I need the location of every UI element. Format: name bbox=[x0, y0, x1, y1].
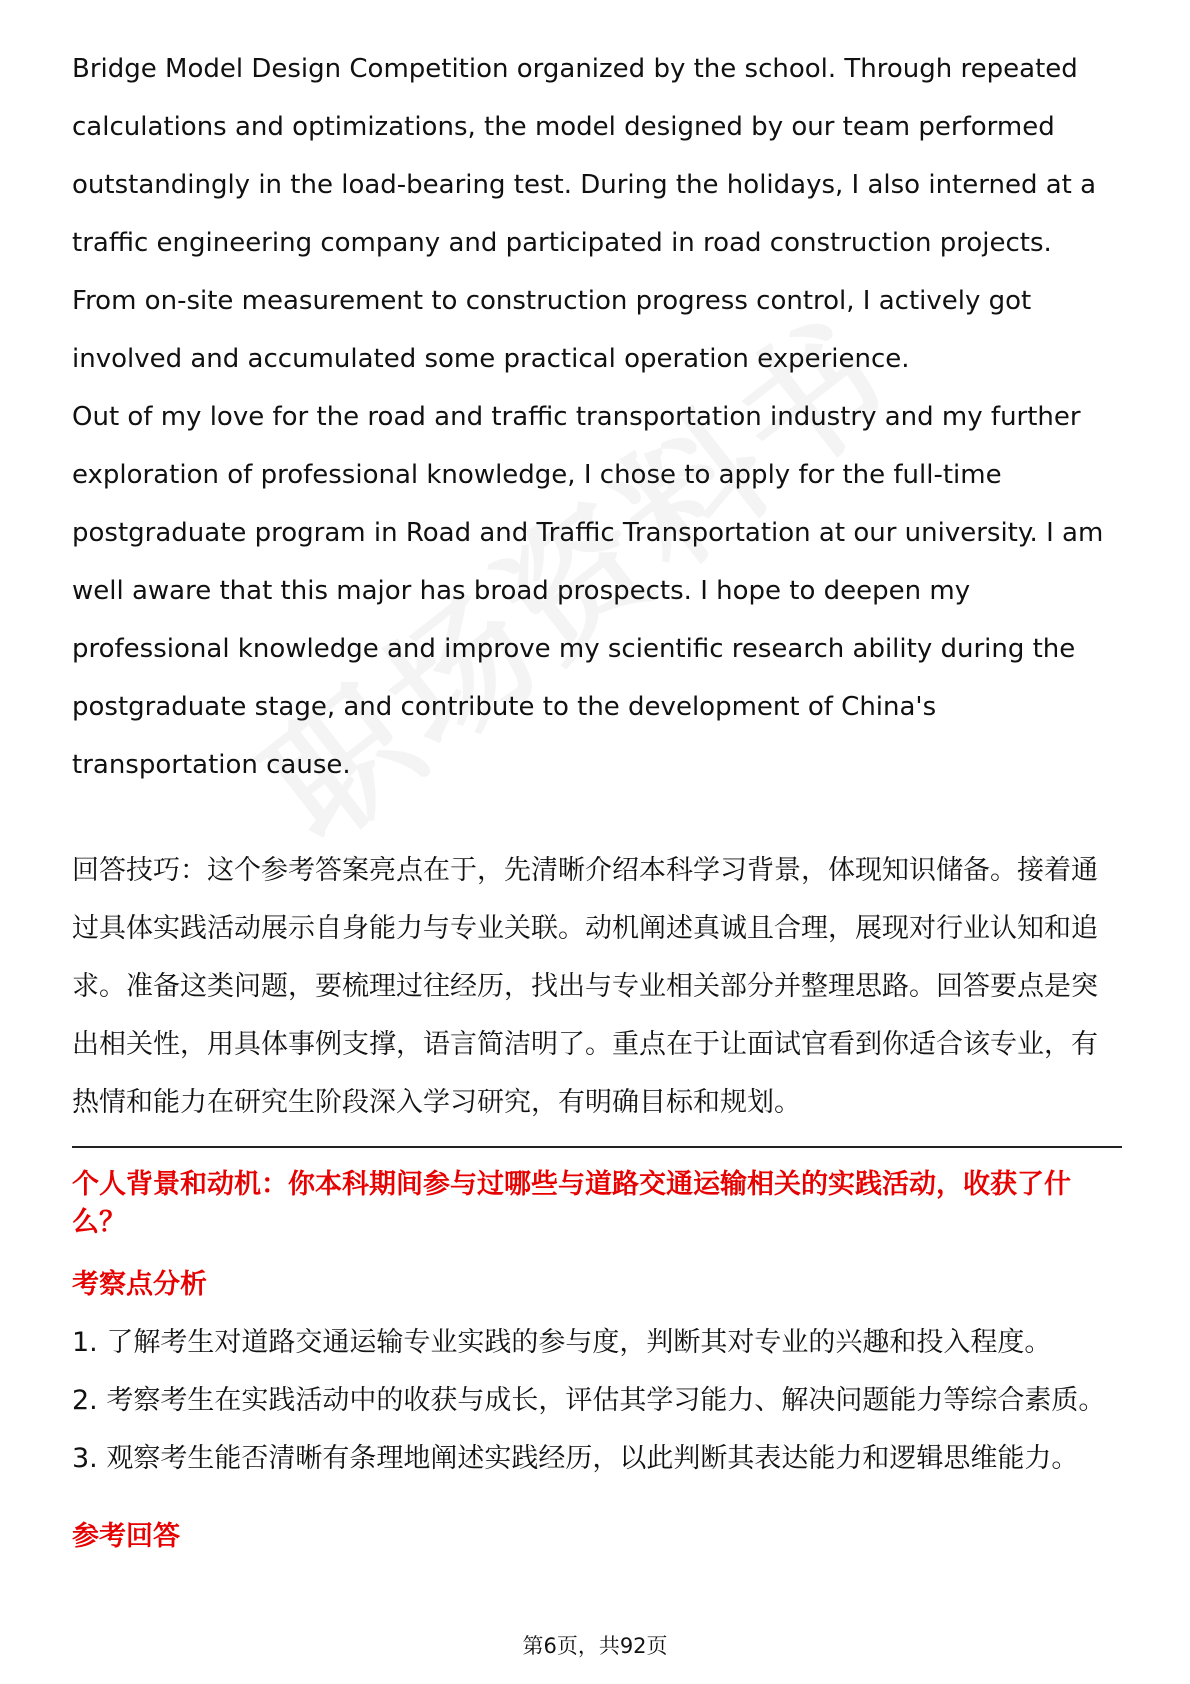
spacer bbox=[72, 794, 1122, 842]
analysis-item: 2. 考察考生在实践活动中的收获与成长，评估其学习能力、解决问题能力等综合素质。 bbox=[72, 1385, 1106, 1416]
document-page bbox=[72, 40, 1122, 1556]
question-title: 个人背景和动机：你本科期间参与过哪些与道路交通运输相关的实践活动，收获了什么？ bbox=[72, 1169, 1071, 1238]
answer-heading: 参考回答 bbox=[72, 1521, 180, 1552]
analysis-item: 3. 观察考生能否清晰有条理地阐述实践经历，以此判断其表达能力和逻辑思维能力。 bbox=[72, 1443, 1079, 1474]
analysis-item: 1. 了解考生对道路交通运输专业实践的参与度，判断其对专业的兴趣和投入程度。 bbox=[72, 1327, 1052, 1358]
answer-tip: 回答技巧：这个参考答案亮点在于，先清晰介绍本科学习背景，体现知识储备。接着通过具体实践活动展示自身能力与专业关联。动机阐述真诚且合理，展现对行业认知和追求。准备这类问题，要梳理过往经历，找出与专业相关部分并整理思路。回答要点是突出相关性，用具体事例支撑，语言简洁明了。重点在于让面试官看到你适合该专业，有热情和能力在研究生阶段深入学习研究，有明确目标和规划。 bbox=[72, 855, 1098, 1118]
analysis-heading: 考察点分析 bbox=[72, 1269, 207, 1300]
page-number: 第6页，共92页 bbox=[522, 1634, 668, 1658]
body-paragraph: Out of my love for the road and traffic transportation industry and my further exploration of professional knowledge, I chose to apply for the full-time postgraduate program in Road and Traffic Transportation at our university. I am well aware that this major has broad prospects. I hope to deepen my professional knowledge and improve my scientific research ability during the postgraduate stage, and contribute to the development of China's transportation cause. bbox=[72, 402, 1104, 780]
body-paragraph: Bridge Model Design Competition organized by the school. Through repeated calculations and optimizations, the model designed by our team performed outstandingly in the load-bearing test. During the holidays, I also interned at a traffic engineering company and participated in road construction projects. From on-site measurement to construction progress control, I actively got involved and accumulated some practical operation experience. bbox=[72, 54, 1097, 374]
section-divider bbox=[72, 1146, 1122, 1148]
